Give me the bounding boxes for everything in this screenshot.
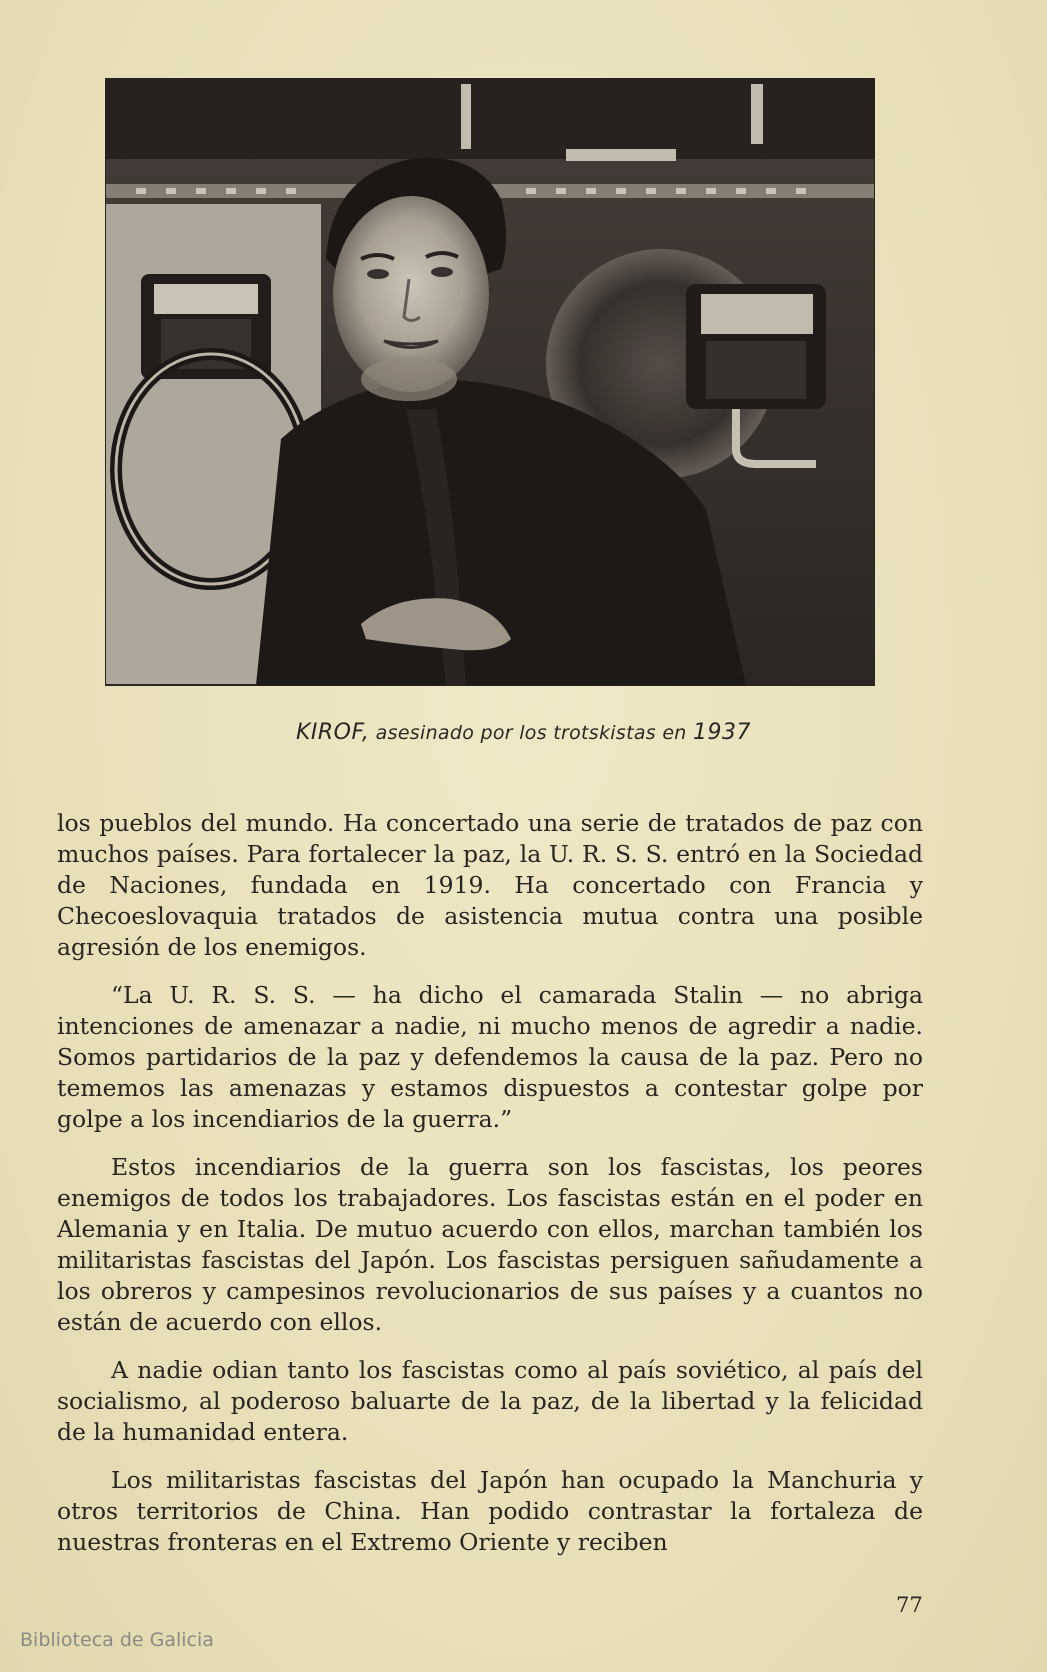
portrait-illustration xyxy=(106,79,874,685)
caption-name: KIROF, xyxy=(295,720,370,745)
paragraph-4: A nadie odian tanto los fascistas como al país soviético, al país del socialismo, al poderoso baluarte de la paz, de la libertad y la felicidad de la humanidad entera. xyxy=(57,1356,923,1446)
caption-text: asesinado por los trotskistas en xyxy=(375,722,687,744)
kirov-portrait-photo xyxy=(105,78,875,686)
photo-caption xyxy=(0,720,1047,745)
page-number: 77 xyxy=(896,1593,923,1617)
paragraph-5: Los militaristas fascistas del Japón han ocupado la Manchuria y otros territorios de China. Han podido contrastar la fortaleza de nuestras fronteras en el Extremo Oriente y reciben xyxy=(57,1466,923,1556)
paragraph-2: “La U. R. S. S. — ha dicho el camarada Stalin — no abriga intenciones de amenazar a nadie, ni mucho menos de agredir a nadie. Somos partidarios de la paz y defendemos la causa de la paz. Pero no tememos las amenazas y estamos dispuestos a contestar golpe por golpe a los incendiarios de la guerra.” xyxy=(57,981,923,1133)
library-watermark: Biblioteca de Galicia xyxy=(20,1629,214,1651)
body-text xyxy=(57,808,923,1575)
caption-year: 1937 xyxy=(693,720,751,745)
paragraph-3: Estos incendiarios de la guerra son los fascistas, los peores enemigos de todos los trabajadores. Los fascistas están en el poder en Alemania y en Italia. De mutuo acuerdo con ellos, marchan también los militaristas fascistas del Japón. Los fascistas persiguen sañudamente a los obreros y campesinos revolucionarios de sus países y a cuantos no están de acuerdo con ellos. xyxy=(57,1153,923,1336)
paragraph-1: los pueblos del mundo. Ha concertado una serie de tratados de paz con muchos países. Para fortalecer la paz, la U. R. S. S. entró en la Sociedad de Naciones, fundada en 1919. Ha concertado con Francia y Checoeslovaquia tratados de asistencia mutua contra una posible agresión de los enemigos. xyxy=(57,809,923,961)
